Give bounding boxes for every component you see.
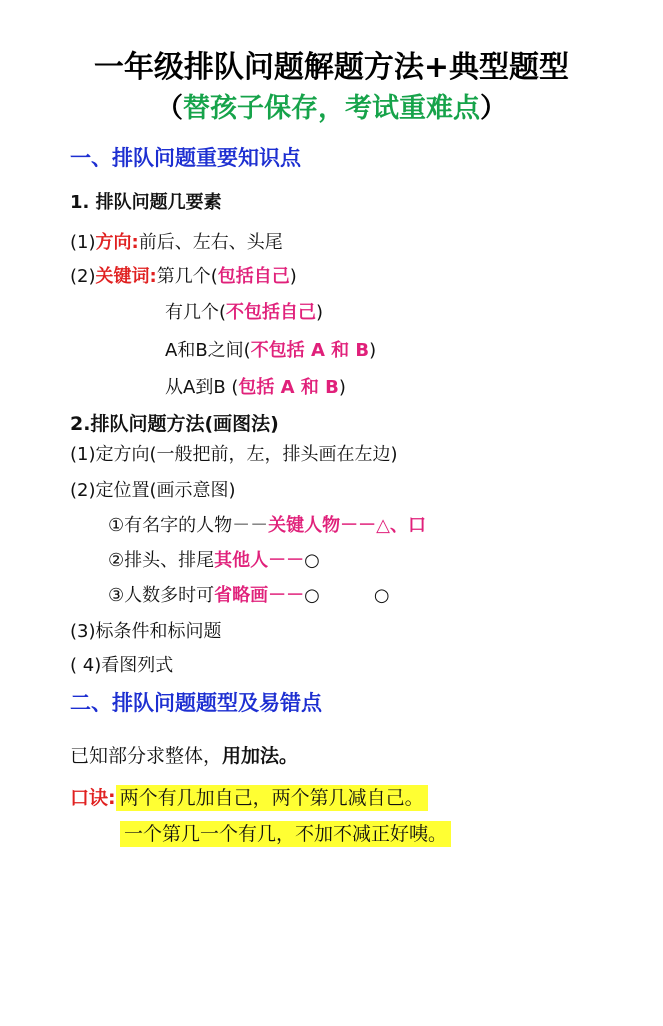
keyword-1-emphasis: 包括自己 xyxy=(217,266,290,287)
sub-item-1-emphasis: 关键人物－－△、口 xyxy=(268,515,426,536)
keyword-2-text: 有几个( xyxy=(165,302,227,323)
keyword-1-close: ) xyxy=(289,266,297,287)
method-line-1: (1)定方向(一般把前，左，排头画在左边) xyxy=(70,444,398,465)
method-line-4: ( 4)看图列式 xyxy=(70,655,174,676)
keyword-2-close: ) xyxy=(316,302,324,323)
keyword-4-emphasis: 包括 A 和 B xyxy=(238,377,339,398)
keyword-line-1 xyxy=(70,262,297,288)
keyword-3-close: ) xyxy=(369,340,377,361)
direction-line xyxy=(70,228,283,254)
rhyme-2-highlight: 一个第几一个有几，不加不减正好咦。 xyxy=(120,821,451,847)
page-title: 一年级排队问题解题方法+典型题型 xyxy=(93,50,570,85)
direction-prefix: (1) xyxy=(70,232,96,253)
circle-symbol: ○ xyxy=(304,550,320,571)
direction-text: 前后、左右、头尾 xyxy=(138,232,283,253)
subtitle-close-paren: ） xyxy=(480,93,507,124)
keyword-line-4 xyxy=(165,373,346,399)
addition-rule-bold: 用加法。 xyxy=(222,745,299,767)
keyword-label: 关键词: xyxy=(95,266,157,287)
keyword-line-3 xyxy=(165,336,376,362)
method-line-3: (3)标条件和标问题 xyxy=(70,621,222,642)
subtitle-open-paren: （ xyxy=(156,93,183,124)
keyword-prefix: (2) xyxy=(70,266,96,287)
keyword-3-text: A和B之间( xyxy=(165,340,251,361)
sub-item-1-text: ①有名字的人物－－ xyxy=(108,515,269,536)
sub-item-2-emphasis: 其他人－－ xyxy=(214,550,305,571)
direction-label: 方向: xyxy=(95,232,139,253)
section-1-heading: 一、排队问题重要知识点 xyxy=(70,146,301,170)
item-2-title: 2.排队问题方法(画图法) xyxy=(70,413,279,435)
item-1-title: 1. 排队问题几要素 xyxy=(70,192,222,213)
sub-item-3-emphasis: 省略画－－ xyxy=(214,585,305,606)
sub-item-2 xyxy=(108,546,320,572)
rhyme-1-highlight: 两个有几加自己，两个第几减自己。 xyxy=(116,785,428,811)
addition-rule-text: 已知部分求整体， xyxy=(70,745,223,767)
page-subtitle xyxy=(0,86,663,125)
circle-symbols: ○ ○ xyxy=(304,585,390,606)
sub-item-1 xyxy=(108,511,426,537)
sub-item-3-text: ③人数多时可 xyxy=(108,585,215,606)
keyword-4-text: 从A到B ( xyxy=(165,377,239,398)
method-line-2: (2)定位置(画示意图) xyxy=(70,480,236,501)
rhyme-label: 口诀: xyxy=(70,787,116,809)
keyword-4-close: ) xyxy=(338,377,346,398)
addition-rule xyxy=(70,741,298,768)
keyword-1-text: 第几个( xyxy=(156,266,218,287)
keyword-3-emphasis: 不包括 A 和 B xyxy=(250,340,370,361)
section-2-heading: 二、排队问题题型及易错点 xyxy=(70,691,322,715)
rhyme-line-1 xyxy=(70,783,428,810)
sub-item-3 xyxy=(108,581,390,607)
sub-item-2-text: ②排头、排尾 xyxy=(108,550,215,571)
keyword-line-2 xyxy=(165,298,323,324)
subtitle-text: 替孩子保存，考试重难点 xyxy=(183,93,480,124)
keyword-2-emphasis: 不包括自己 xyxy=(226,302,317,323)
rhyme-line-2 xyxy=(120,819,451,846)
